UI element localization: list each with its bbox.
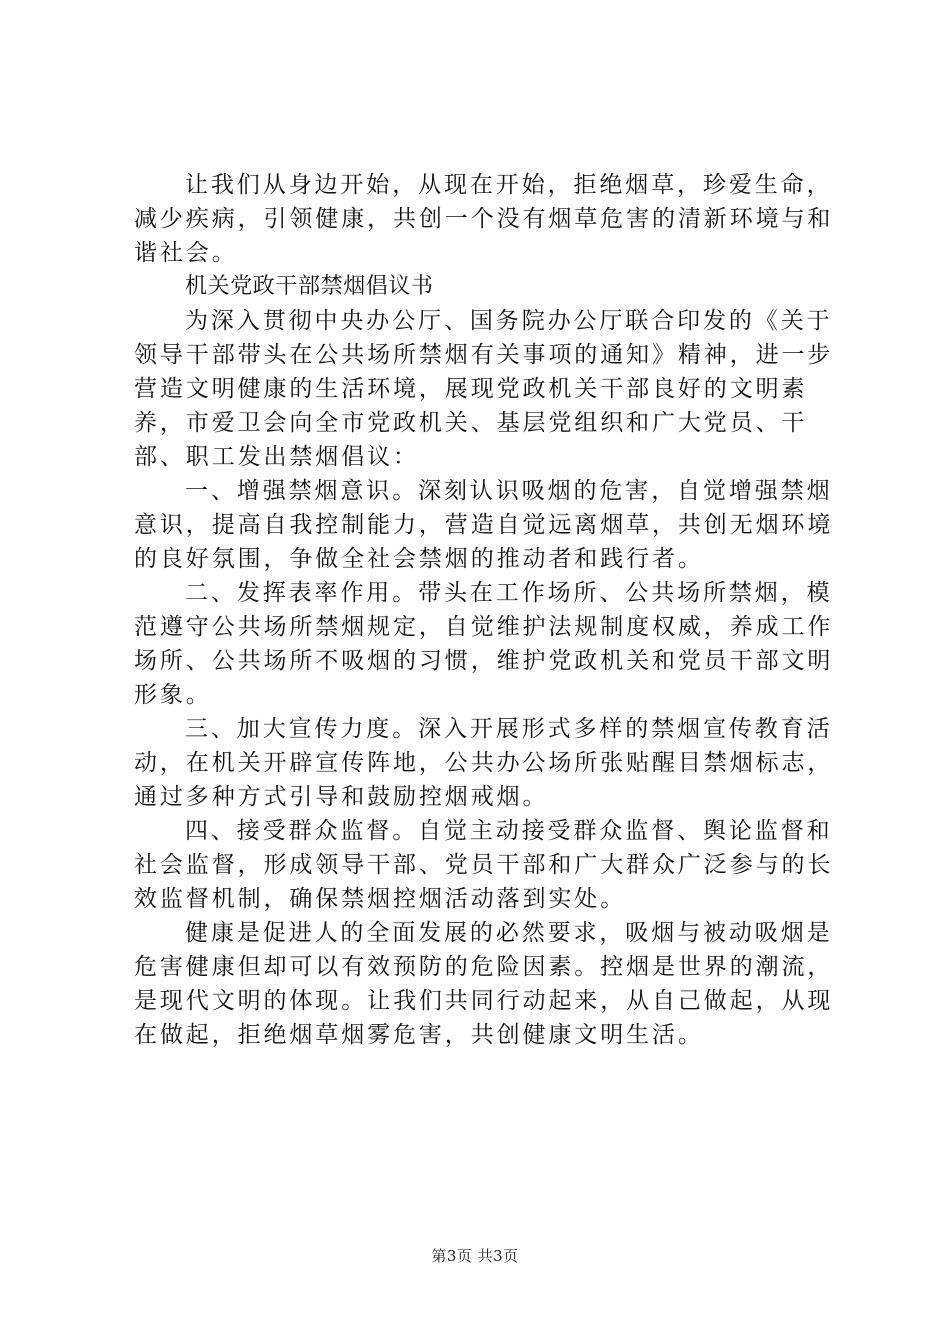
page-number-footer: 第3页 共3页 (431, 1247, 519, 1265)
paragraph-intro-closing: 让我们从身边开始，从现在开始，拒绝烟草，珍爱生命，减少疾病，引领健康，共创一个没有烟草危害的清新环境与和谐社会。 (134, 172, 834, 266)
paragraph-item-3: 三、加大宣传力度。深入开展形式多样的禁烟宣传教育活动，在机关开辟宣传阵地，公共办公场所张贴醒目禁烟标志，通过多种方式引导和鼓励控烟戒烟。 (134, 716, 834, 810)
paragraph-item-4: 四、接受群众监督。自觉主动接受群众监督、舆论监督和社会监督，形成领导干部、党员干部和广大群众广泛参与的长效监督机制，确保禁烟控烟活动落到实处。 (134, 818, 834, 912)
paragraph-item-1: 一、增强禁烟意识。深刻认识吸烟的危害，自觉增强禁烟意识，提高自我控制能力，营造自觉远离烟草，共创无烟环境的良好氛围，争做全社会禁烟的推动者和践行者。 (134, 478, 834, 572)
paragraph-conclusion: 健康是促进人的全面发展的必然要求，吸烟与被动吸烟是危害健康但却可以有效预防的危险因素。控烟是世界的潮流，是现代文明的体现。让我们共同行动起来，从自己做起，从现在做起，拒绝烟草烟雾危害，共创健康文明生活。 (134, 920, 834, 1048)
paragraph-preface: 为深入贯彻中央办公厅、国务院办公厅联合印发的《关于领导干部带头在公共场所禁烟有关事项的通知》精神，进一步营造文明健康的生活环境，展现党政机关干部良好的文明素养，市爱卫会向全市党政机关、基层党组织和广大党员、干部、职工发出禁烟倡议： (134, 308, 834, 470)
document-body (134, 168, 834, 1052)
paragraph-item-2: 二、发挥表率作用。带头在工作场所、公共场所禁烟，模范遵守公共场所禁烟规定，自觉维护法规制度权威，养成工作场所、公共场所不吸烟的习惯，维护党政机关和党员干部文明形象。 (134, 580, 834, 708)
proposal-title: 机关党政干部禁烟倡议书 (185, 274, 434, 299)
